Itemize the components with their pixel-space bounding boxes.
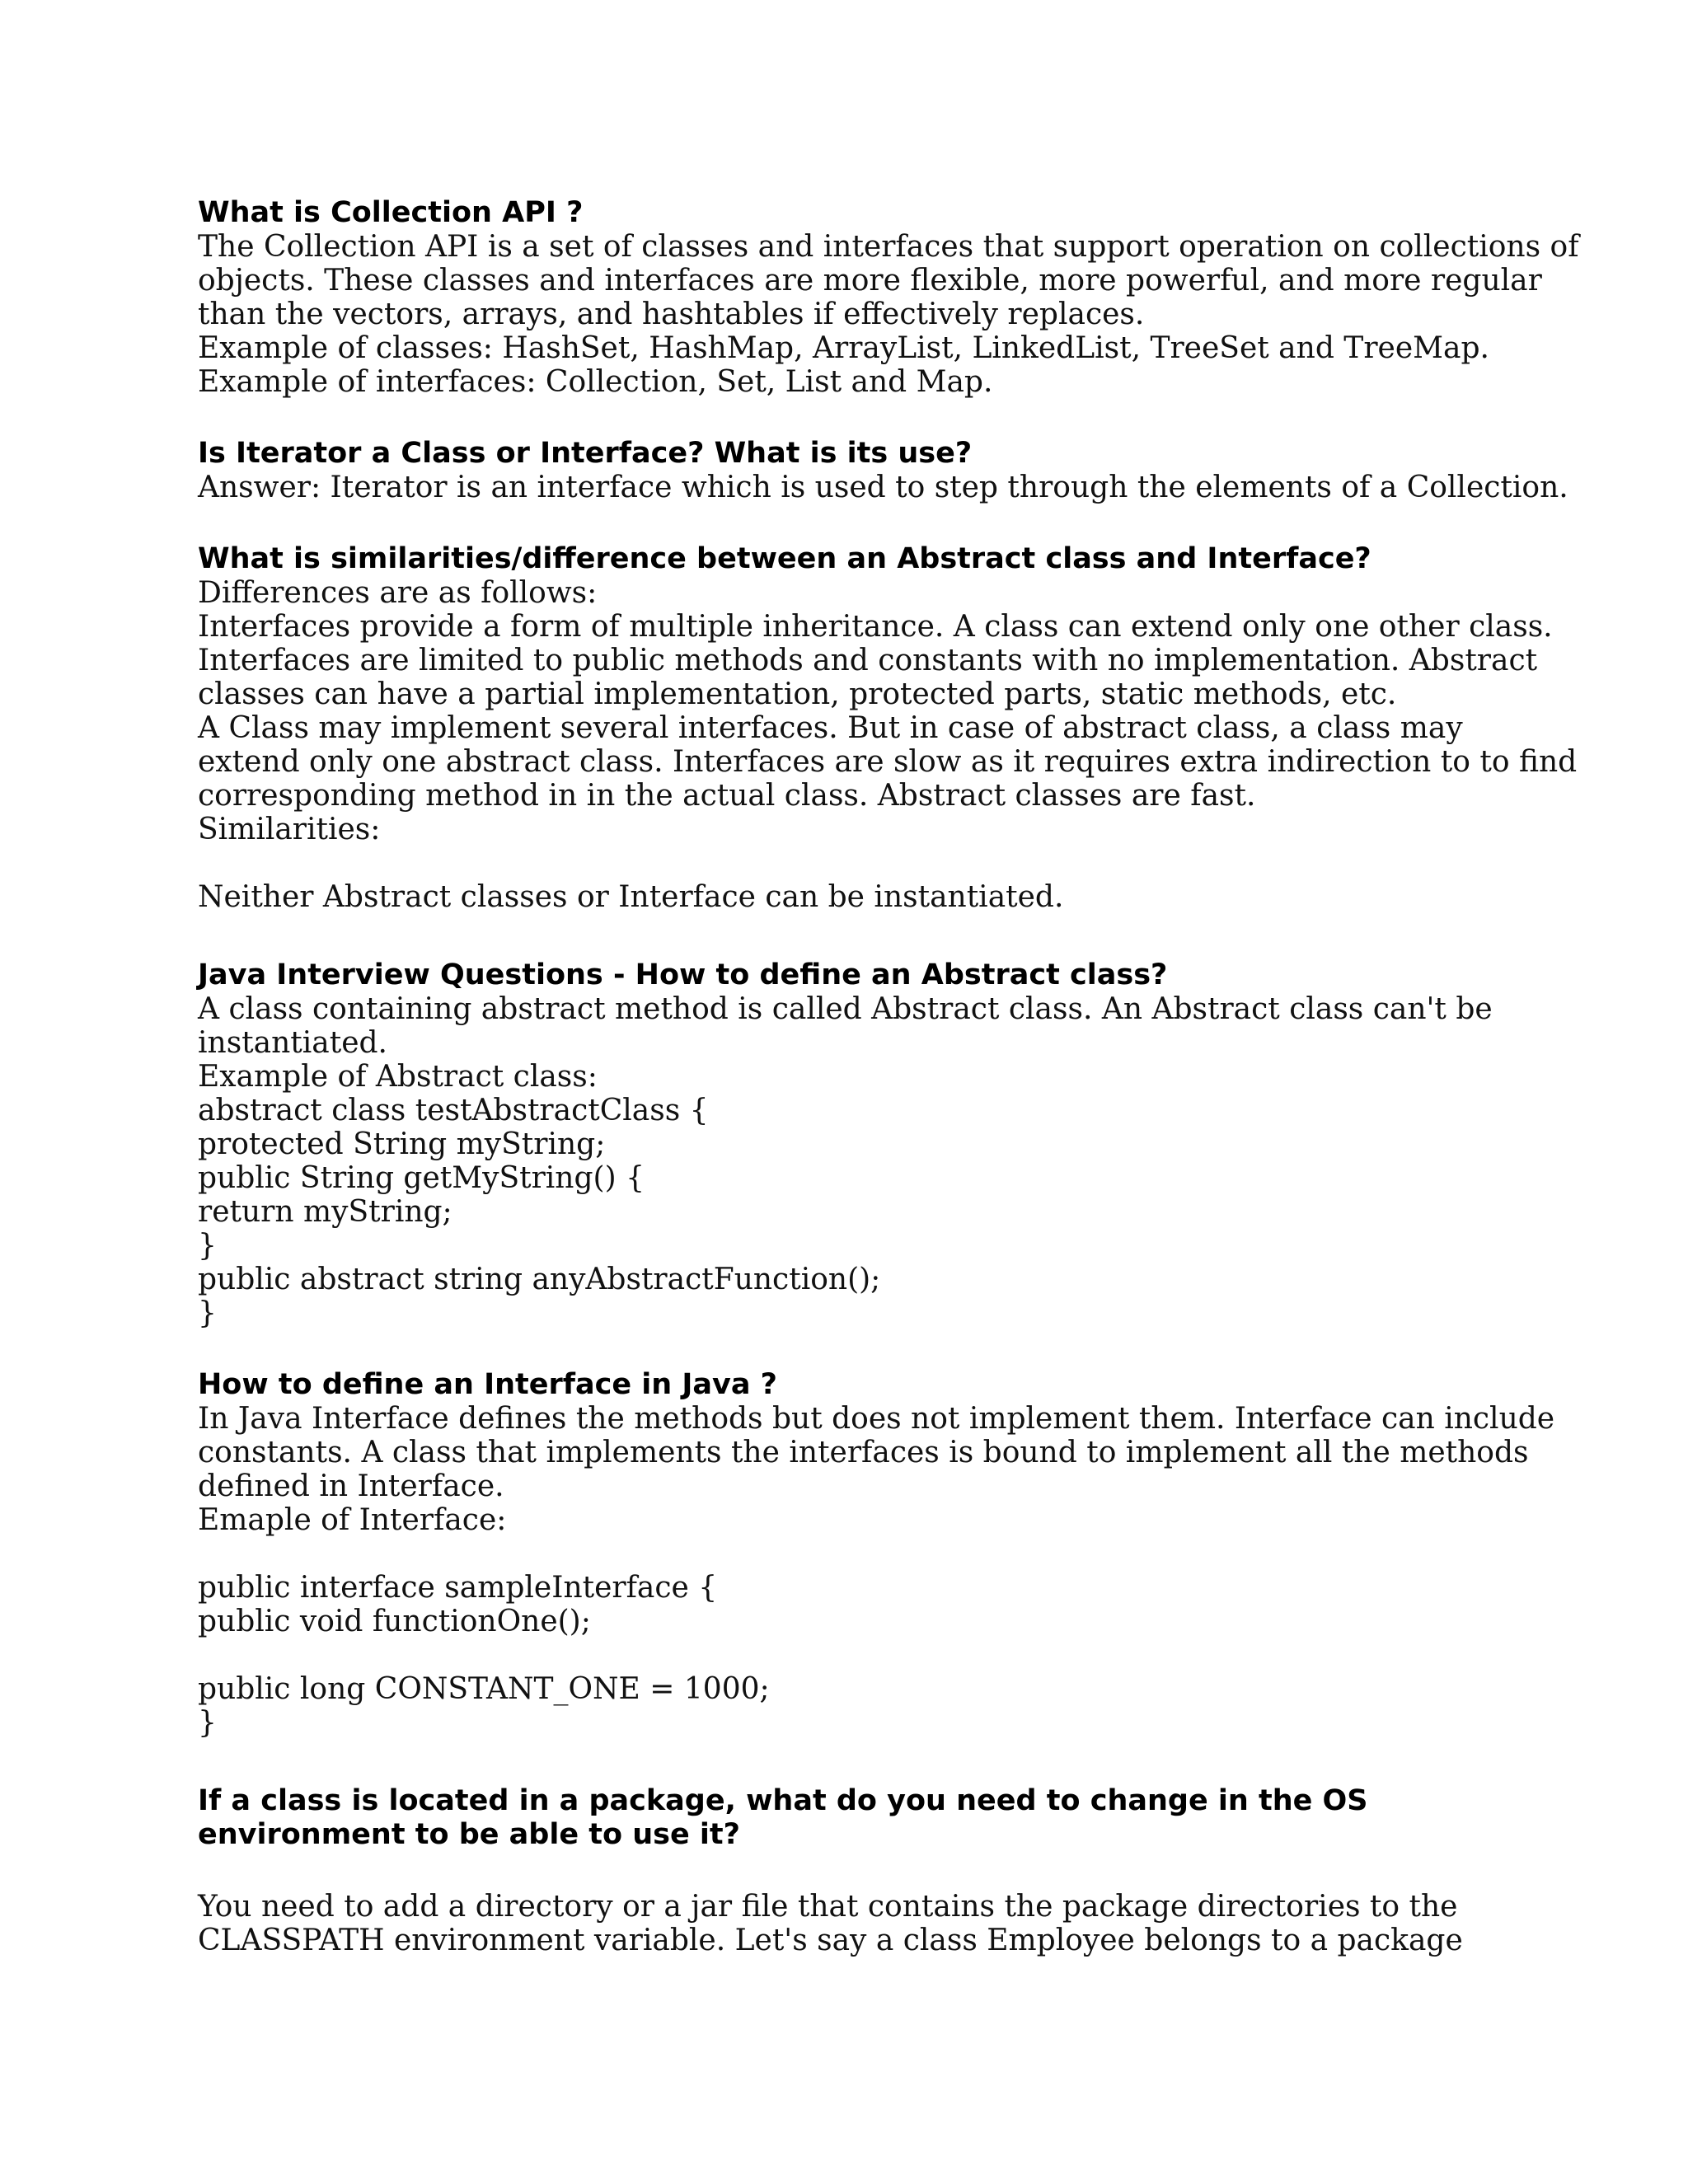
code-line: public String getMyString() {: [198, 1161, 645, 1195]
body-line: classes can have a partial implementation, protected parts, static methods, etc.: [198, 677, 1397, 711]
body-line: than the vectors, arrays, and hashtables if effectively replaces.: [198, 298, 1145, 331]
section-heading: If a class is located in a package, what do you need to change in the OS: [198, 1784, 1368, 1817]
body-line: Emaple of Interface:: [198, 1503, 507, 1537]
body-line: The Collection API is a set of classes and interfaces that support operation on collections of: [198, 230, 1579, 264]
code-line: public abstract string anyAbstractFunction();: [198, 1263, 881, 1296]
section-heading: environment to be able to use it?: [198, 1818, 740, 1851]
code-line: }: [198, 1706, 217, 1740]
body-line: extend only one abstract class. Interfaces are slow as it requires extra indirection to to find: [198, 745, 1578, 779]
code-line: public long CONSTANT_ONE = 1000;: [198, 1672, 770, 1706]
code-line: }: [198, 1296, 217, 1330]
code-line: abstract class testAbstractClass {: [198, 1094, 709, 1127]
body-line: Example of Abstract class:: [198, 1060, 598, 1094]
body-line: constants. A class that implements the interfaces is bound to implement all the methods: [198, 1436, 1529, 1469]
body-line: Example of interfaces: Collection, Set, List and Map.: [198, 365, 993, 399]
section-heading: Is Iterator a Class or Interface? What is its use?: [198, 437, 973, 470]
body-line: objects. These classes and interfaces are more flexible, more powerful, and more regular: [198, 264, 1542, 298]
body-line: instantiated.: [198, 1026, 387, 1060]
section-heading: How to define an Interface in Java ?: [198, 1368, 777, 1401]
section-heading: What is Collection API ?: [198, 196, 584, 229]
body-line: Interfaces provide a form of multiple inheritance. A class can extend only one other class.: [198, 610, 1553, 644]
body-line: Answer: Iterator is an interface which is used to step through the elements of a Collection.: [198, 471, 1568, 504]
body-line: corresponding method in in the actual class. Abstract classes are fast.: [198, 779, 1256, 813]
body-line: Interfaces are limited to public methods and constants with no implementation. Abstract: [198, 644, 1538, 677]
code-line: return myString;: [198, 1195, 452, 1229]
body-line: A Class may implement several interfaces. But in case of abstract class, a class may: [198, 711, 1463, 745]
body-line: Differences are as follows:: [198, 576, 598, 610]
body-line: defined in Interface.: [198, 1469, 504, 1503]
code-line: public interface sampleInterface {: [198, 1571, 718, 1605]
body-line: Similarities:: [198, 813, 381, 846]
code-line: }: [198, 1229, 217, 1263]
section-heading: Java Interview Questions - How to define an Abstract class?: [198, 958, 1168, 991]
body-line: A class containing abstract method is called Abstract class. An Abstract class can't be: [198, 992, 1493, 1026]
body-line: Neither Abstract classes or Interface can be instantiated.: [198, 880, 1064, 914]
body-line: CLASSPATH environment variable. Let's say a class Employee belongs to a package: [198, 1924, 1463, 1957]
body-line: You need to add a directory or a jar file that contains the package directories to the: [198, 1890, 1458, 1924]
code-line: protected String myString;: [198, 1127, 606, 1161]
section-heading: What is similarities/difference between an Abstract class and Interface?: [198, 542, 1372, 575]
body-line: Example of classes: HashSet, HashMap, ArrayList, LinkedList, TreeSet and TreeMap.: [198, 331, 1489, 365]
body-line: In Java Interface defines the methods but does not implement them. Interface can include: [198, 1402, 1555, 1436]
code-line: public void functionOne();: [198, 1605, 591, 1638]
